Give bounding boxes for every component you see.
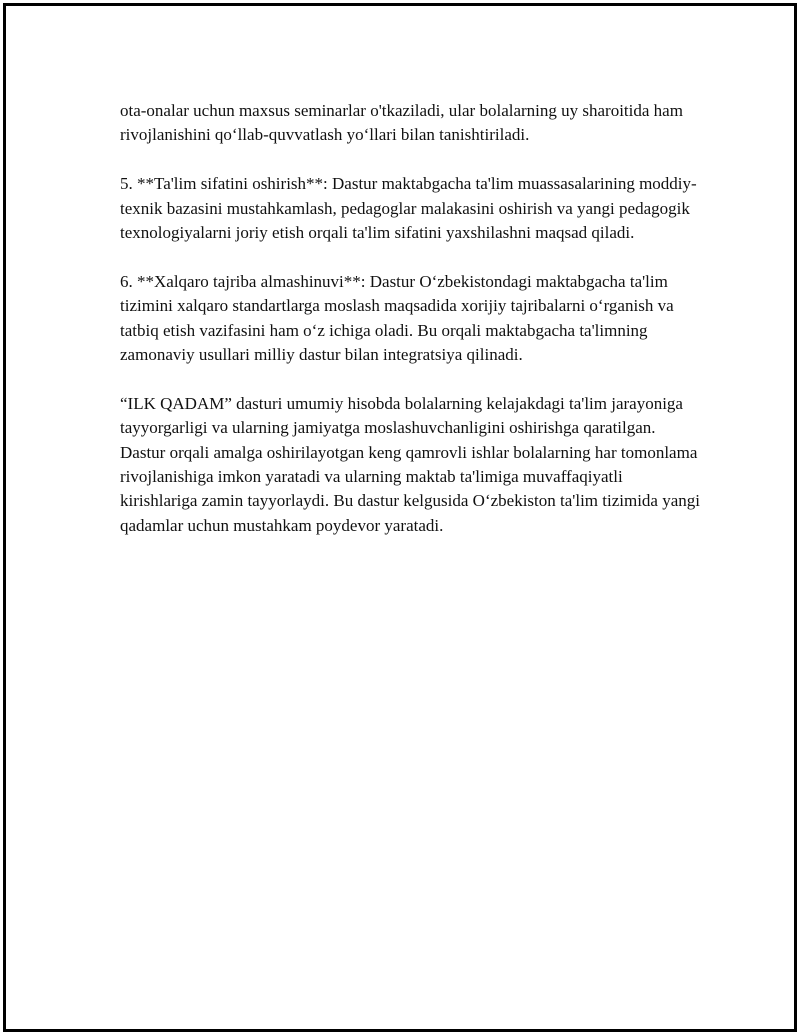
document-body bbox=[120, 99, 700, 563]
paragraph-conclusion: “ILK QADAM” dasturi umumiy hisobda bolalarning kelajakdagi ta'lim jarayoniga tayyorgarligi va ularning jamiyatga moslashuvchanligini oshirishga qaratilgan. Dastur orqali amalga oshirilayotgan keng qamrovli ishlar bolalarning har tomonlama rivojlanishiga imkon yaratadi va ularning maktab ta'limiga muvaffaqiyatli kirishlariga zamin tayyorlaydi. Bu dastur kelgusida O‘zbekiston ta'lim tizimida yangi qadamlar uchun mustahkam poydevor yaratadi. bbox=[120, 393, 700, 535]
paragraph-education-quality: 5. **Ta'lim sifatini oshirish**: Dastur maktabgacha ta'lim muassasalarining moddiy-texnik bazasini mustahkamlash, pedagoglar malakasini oshirish va yangi pedagogik texnologiyalarni joriy etish orqali ta'lim sifatini yaxshilashni maqsad qiladi. bbox=[120, 174, 697, 243]
paragraph-seminars: ota-onalar uchun maxsus seminarlar o'tkaziladi, ular bolalarning uy sharoitida ham rivojlanishini qo‘llab-quvvatlash yo‘llari bilan tanishtiriladi. bbox=[120, 101, 683, 145]
paragraph-international-exchange: 6. **Xalqaro tajriba almashinuvi**: Dastur O‘zbekistondagi maktabgacha ta'lim tizimini xalqaro standartlarga moslash maqsadida xorijiy tajribalarni o‘rganish va tatbiq etish vazifasini ham o‘z ichiga oladi. Bu orqali maktabgacha ta'limning zamonaviy usullari milliy dastur bilan integratsiya qilinadi. bbox=[120, 271, 674, 365]
document-page bbox=[3, 3, 797, 1032]
